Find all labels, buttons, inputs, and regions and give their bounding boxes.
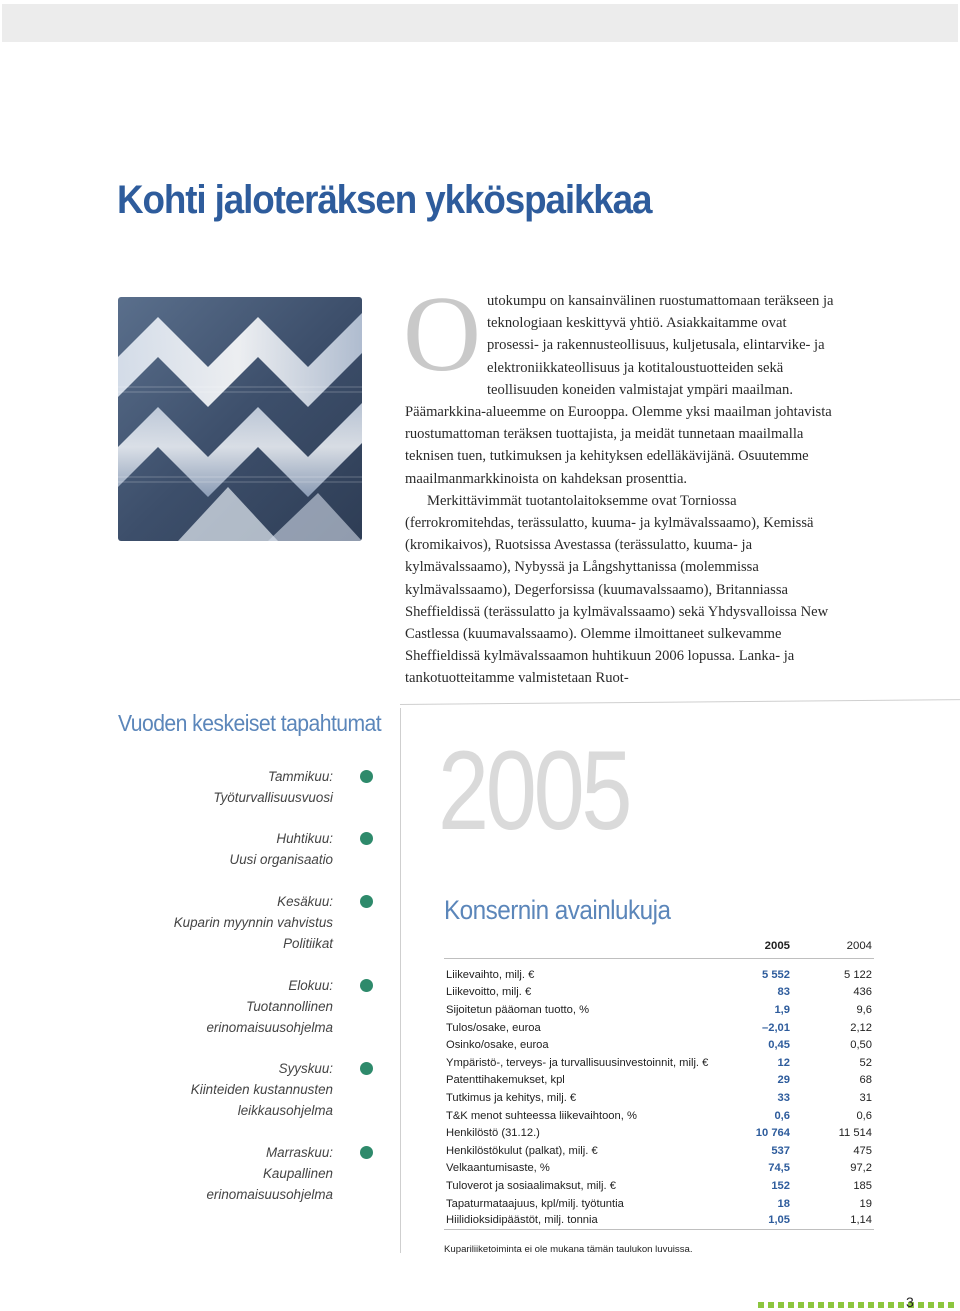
table-row bbox=[444, 1177, 874, 1195]
value-2005: 1,9 bbox=[774, 1003, 790, 1016]
event-text: Kuparin myynnin vahvistus bbox=[173, 915, 333, 930]
value-2004: 475 bbox=[853, 1144, 872, 1157]
column-header-2004: 2004 bbox=[792, 938, 874, 958]
value-2005: 1,05 bbox=[722, 1212, 792, 1230]
event-month: Syyskuu: bbox=[278, 1061, 333, 1076]
table-row bbox=[444, 984, 874, 1002]
table-row bbox=[444, 1036, 874, 1054]
value-2005: 0,45 bbox=[768, 1039, 790, 1052]
row-label: Liikevaihto, milj. € bbox=[446, 968, 535, 981]
event-item bbox=[213, 766, 333, 808]
event-item bbox=[230, 828, 333, 870]
row-label: Henkilöstö (31.12.) bbox=[446, 1127, 540, 1140]
footer-square-icon bbox=[798, 1302, 804, 1308]
footer-square-icon bbox=[788, 1302, 794, 1308]
value-2004: 185 bbox=[853, 1179, 872, 1192]
footer-square-icon bbox=[918, 1302, 924, 1308]
event-text: leikkausohjelma bbox=[237, 1103, 333, 1118]
table-row bbox=[444, 1212, 874, 1230]
event-item bbox=[174, 891, 333, 954]
value-2004: 2,12 bbox=[850, 1021, 872, 1034]
value-2005: 5 552 bbox=[762, 968, 790, 981]
table-header-row bbox=[444, 938, 874, 958]
page-number: 3 bbox=[906, 1294, 914, 1310]
event-month: Huhtikuu: bbox=[276, 831, 333, 846]
footer-square-icon bbox=[868, 1302, 874, 1308]
event-month: Marraskuu: bbox=[266, 1145, 333, 1160]
timeline-dot-icon bbox=[360, 979, 373, 992]
event-month: Tammikuu: bbox=[268, 769, 333, 784]
table-row bbox=[444, 1195, 874, 1213]
row-label: Tuloverot ja sosiaalimaksut, milj. € bbox=[446, 1179, 616, 1192]
event-text: Kaupallinen bbox=[263, 1166, 333, 1181]
value-2005: 537 bbox=[771, 1144, 790, 1157]
value-2004: 5 122 bbox=[844, 968, 872, 981]
key-figures-table bbox=[444, 938, 874, 1230]
table-row bbox=[444, 1160, 874, 1178]
table-row bbox=[444, 1107, 874, 1125]
event-text: Uusi organisaatio bbox=[229, 852, 333, 867]
table-row bbox=[444, 1054, 874, 1072]
event-text: erinomaisuusohjelma bbox=[206, 1187, 333, 1202]
footer-square-icon bbox=[828, 1302, 834, 1308]
table-row bbox=[444, 1019, 874, 1037]
footer-square-icon bbox=[928, 1302, 934, 1308]
value-2005: 0,6 bbox=[774, 1109, 790, 1122]
value-2005: 74,5 bbox=[768, 1162, 790, 1175]
event-month: Kesäkuu: bbox=[277, 894, 333, 909]
top-banner bbox=[2, 4, 958, 42]
timeline-dot-icon bbox=[360, 832, 373, 845]
timeline-dot-icon bbox=[360, 1146, 373, 1159]
page-title: Kohti jaloteräksen ykköspaikkaa bbox=[117, 178, 652, 222]
steel-coil-photo bbox=[118, 297, 362, 541]
value-2004: 31 bbox=[859, 1091, 872, 1104]
footer-square-icon bbox=[768, 1302, 774, 1308]
row-label: Velkaantumisaste, % bbox=[446, 1162, 550, 1175]
value-2005: 29 bbox=[777, 1074, 790, 1087]
row-label: Tapaturmataajuus, kpl/milj. työtuntia bbox=[446, 1197, 624, 1210]
footer-square-icon bbox=[848, 1302, 854, 1308]
intro-text bbox=[403, 275, 842, 690]
row-label: Tulos/osake, euroa bbox=[446, 1021, 541, 1034]
key-figures-title: Konsernin avainlukuja bbox=[444, 895, 671, 925]
value-2004: 19 bbox=[859, 1197, 872, 1210]
value-2005: –2,01 bbox=[762, 1021, 790, 1034]
value-2005: 18 bbox=[777, 1197, 790, 1210]
timeline-dot-icon bbox=[360, 1062, 373, 1075]
value-2004: 9,6 bbox=[856, 1003, 872, 1016]
value-2005: 83 bbox=[777, 986, 790, 999]
value-2004: 11 514 bbox=[838, 1127, 872, 1140]
value-2004: 1,14 bbox=[792, 1212, 874, 1230]
value-2004: 68 bbox=[859, 1074, 872, 1087]
row-label: Osinko/osake, euroa bbox=[446, 1039, 549, 1052]
value-2004: 436 bbox=[853, 986, 872, 999]
drop-cap: O bbox=[403, 275, 481, 394]
table-row bbox=[444, 966, 874, 984]
intro-paragraph-2: Merkittävimmät tuotantolaitoksemme ovat Torniossa (ferrokromitehdas, terässulatto, kuuma- ja kylmävalssaamo), Kemissä (kromikaivos), Ruotsissa Avestassa (terässulatto, kuuma- ja kylmävalssaamo), Nybyssä ja Långshyttanissa (molemmissa kylmävalssaamo), Degerforsissa (kuumavalssaamo), Britanniassa Sheffieldissä (terässulatto ja kylmävalssaamo) sekä Yhdysvalloissa New Castlessa (kuumavalssaamo). Olemme ilmoittaneet sulkevamme Sheffieldissä kylmävalssaamon huhtikuun 2006 lopussa. Lanka- ja tankotuotteitamme valmistetaan Ruot- bbox=[405, 492, 829, 687]
footer-square-icon bbox=[858, 1302, 864, 1308]
event-text: Työturvallisuusvuosi bbox=[213, 790, 333, 805]
value-2004: 0,6 bbox=[856, 1109, 872, 1122]
footer-square-icon bbox=[838, 1302, 844, 1308]
table-row bbox=[444, 1142, 874, 1160]
row-label: Patenttihakemukset, kpl bbox=[446, 1074, 565, 1087]
footer-square-icon bbox=[898, 1302, 904, 1308]
row-label: Ympäristö-, terveys- ja turvallisuusinvestoinnit, milj. € bbox=[446, 1056, 709, 1069]
row-label: Liikevoitto, milj. € bbox=[446, 986, 532, 999]
footer-square-icon bbox=[778, 1302, 784, 1308]
footer-square-icon bbox=[938, 1302, 944, 1308]
value-2004: 52 bbox=[859, 1056, 872, 1069]
year-heading: 2005 bbox=[438, 728, 630, 853]
table-row bbox=[444, 1072, 874, 1090]
table-row bbox=[444, 1124, 874, 1142]
value-2005: 33 bbox=[777, 1091, 790, 1104]
table-row bbox=[444, 1001, 874, 1019]
event-item bbox=[191, 1058, 333, 1121]
event-text: erinomaisuusohjelma bbox=[206, 1020, 333, 1035]
row-label: Tutkimus ja kehitys, milj. € bbox=[446, 1091, 577, 1104]
event-text: Politiikat bbox=[283, 936, 333, 951]
footer-square-icon bbox=[808, 1302, 814, 1308]
value-2004: 0,50 bbox=[850, 1039, 872, 1052]
intro-paragraph-1: utokumpu on kansainvälinen ruostumattomaan teräkseen ja teknologiaan keskittyvä yhtiö. Asiakkaitamme ovat prosessi- ja rakennusteollisuus, kuljetusala, elintarvike- ja elektroniikkateollisuus ja kotitaloustuotteiden sekä teollisuuden koneiden valmistajat ympäri maailman. Päämarkkina-alueemme on Eurooppa. Olemme yksi maailman johtavista ruostumattoman teräksen tuottajista, ja meidät tunnetaan maailmalla teknisen tuen, tutkimuksen ja kehityksen edelläkävijänä. Osuutemme maailmanmarkkinoista on kahdeksan prosenttia. bbox=[405, 293, 834, 487]
events-title: Vuoden keskeiset tapahtumat bbox=[118, 710, 382, 736]
timeline-dot-icon bbox=[360, 895, 373, 908]
footer-square-icon bbox=[758, 1302, 764, 1308]
table-row bbox=[444, 1089, 874, 1107]
timeline-dot-icon bbox=[360, 770, 373, 783]
table-footnote: Kupariliiketoiminta ei ole mukana tämän taulukon luvuissa. bbox=[444, 1244, 693, 1255]
value-2005: 10 764 bbox=[755, 1127, 790, 1140]
footer-square-icon bbox=[878, 1302, 884, 1308]
column-divider bbox=[400, 708, 401, 1253]
row-label: Sijoitetun pääoman tuotto, % bbox=[446, 1003, 590, 1016]
event-item bbox=[206, 975, 333, 1038]
column-header-label bbox=[444, 938, 722, 958]
row-label: T&K menot suhteessa liikevaihtoon, % bbox=[446, 1109, 637, 1122]
event-text: Kiinteiden kustannusten bbox=[190, 1082, 333, 1097]
row-label: Henkilöstökulut (palkat), milj. € bbox=[446, 1144, 598, 1157]
section-divider bbox=[400, 699, 960, 705]
value-2005: 152 bbox=[771, 1179, 790, 1192]
footer-dots bbox=[758, 1302, 954, 1308]
event-item bbox=[206, 1142, 333, 1205]
event-text: Tuotannollinen bbox=[246, 999, 333, 1014]
footer-square-icon bbox=[948, 1302, 954, 1308]
event-month: Elokuu: bbox=[288, 978, 333, 993]
footer-square-icon bbox=[888, 1302, 894, 1308]
value-2004: 97,2 bbox=[850, 1162, 872, 1175]
value-2005: 12 bbox=[777, 1056, 790, 1069]
footer-square-icon bbox=[818, 1302, 824, 1308]
column-header-2005: 2005 bbox=[722, 938, 792, 958]
row-label: Hiilidioksidipäästöt, milj. tonnia bbox=[444, 1212, 722, 1230]
